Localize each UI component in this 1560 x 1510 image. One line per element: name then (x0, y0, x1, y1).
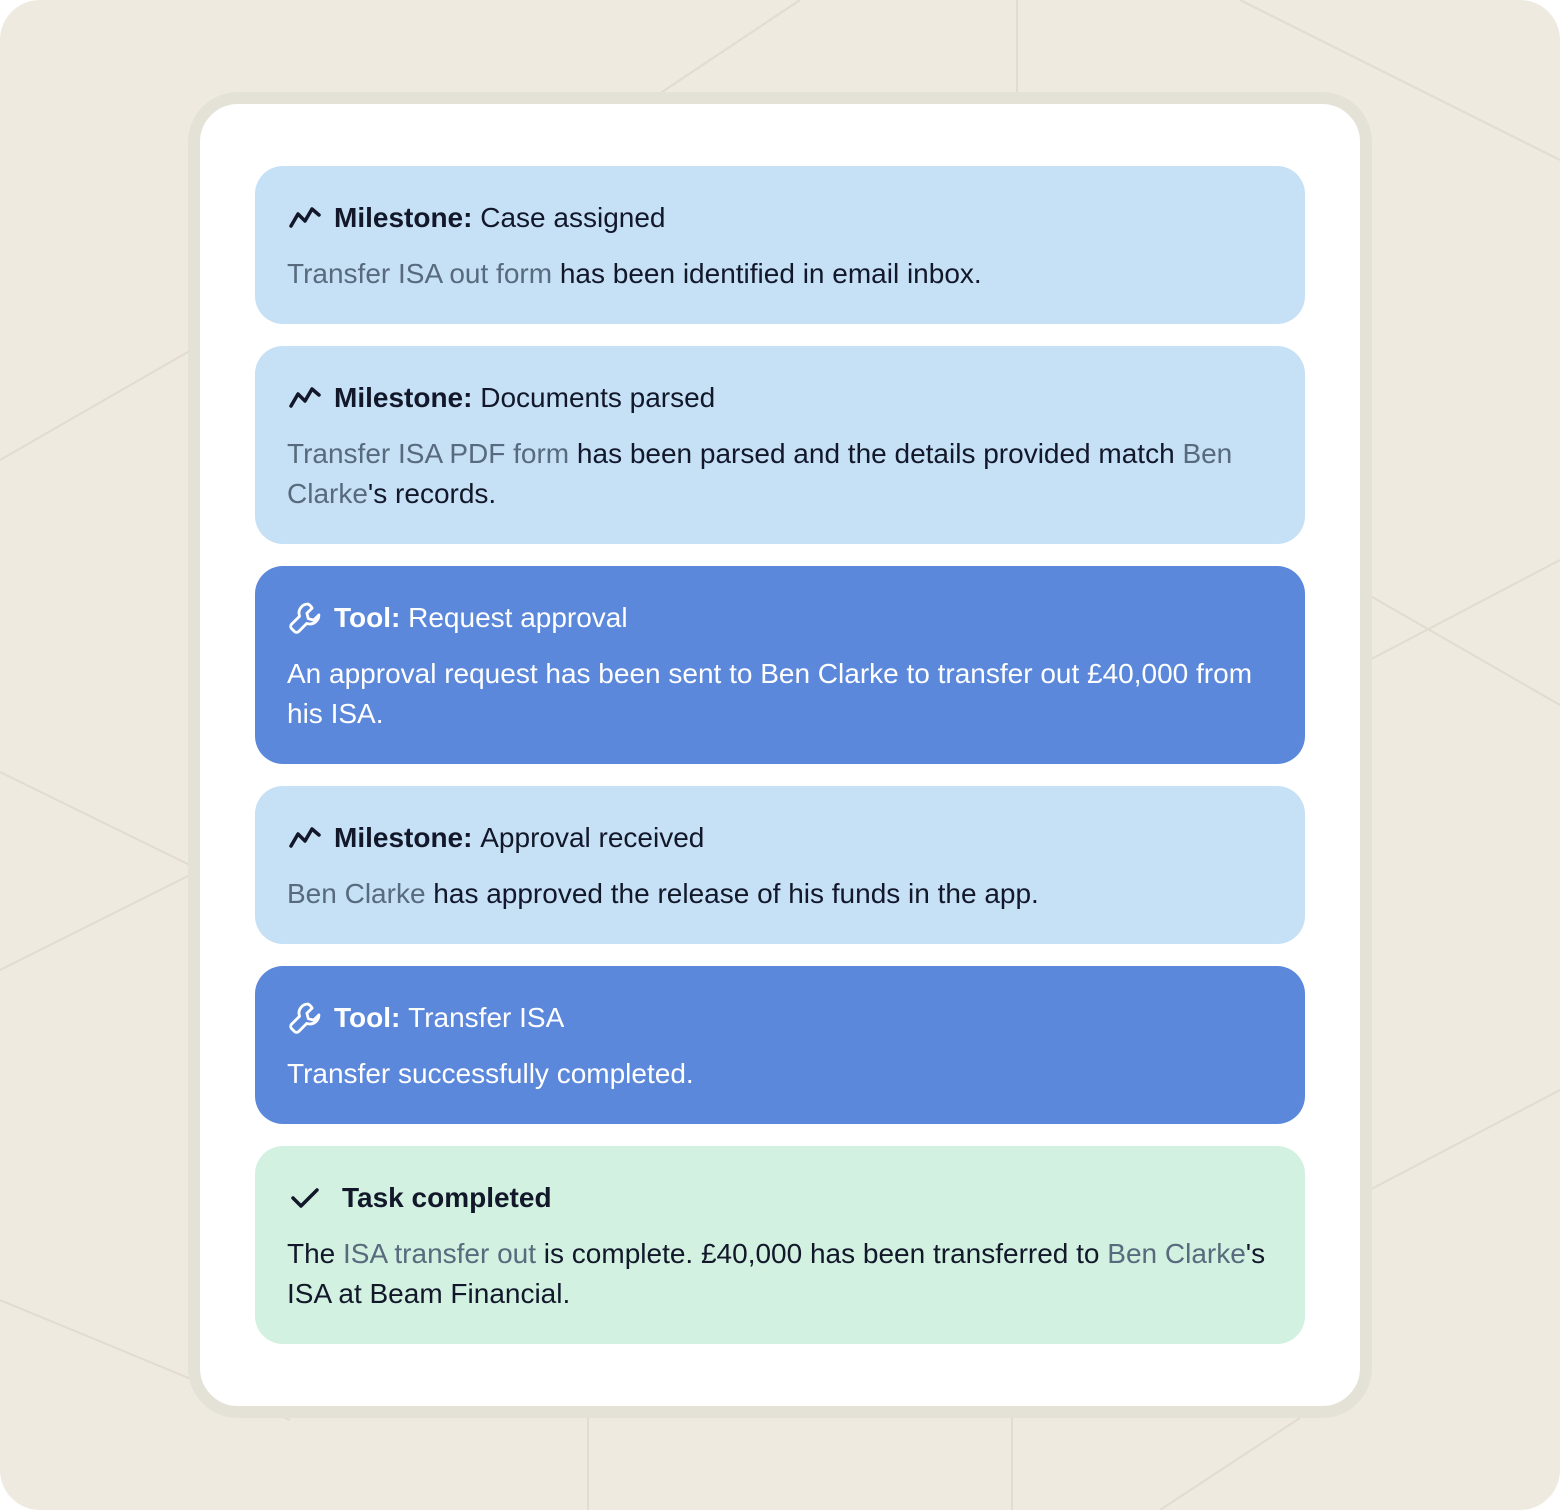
card-body (287, 434, 1273, 514)
card-title: Case assigned (480, 202, 666, 233)
tool-card-transfer-isa (255, 966, 1305, 1124)
card-body-text: The (287, 1238, 344, 1269)
card-kind-label: Milestone: (334, 822, 473, 853)
card-body-text: 's ISA at Beam Financial. (287, 1238, 1266, 1309)
card-kind-label: Milestone: (334, 202, 473, 233)
card-header (287, 200, 1273, 236)
trend-icon (287, 200, 323, 236)
card-body-text: has been parsed and the details provided match (569, 438, 1183, 469)
card-header (287, 820, 1273, 856)
milestone-card-documents-parsed (255, 346, 1305, 544)
card-header (287, 600, 1273, 636)
customer-name: Ben Clarke (1107, 1238, 1246, 1269)
milestone-card-case-assigned (255, 166, 1305, 324)
card-body-text: has approved the release of his funds in the app. (425, 878, 1039, 909)
card-title: Request approval (408, 602, 628, 633)
card-kind-label: Tool: (334, 602, 401, 633)
card-body (287, 1234, 1273, 1314)
wrench-icon (287, 600, 323, 636)
card-title: Documents parsed (480, 382, 716, 413)
customer-name: Ben Clarke (287, 438, 1233, 509)
card-body: An approval request has been sent to Ben Clarke to transfer out £40,000 from his ISA. (287, 658, 1253, 729)
card-header (287, 380, 1273, 416)
card-header (287, 1180, 1273, 1216)
task-link: ISA transfer out (343, 1238, 537, 1269)
card-body-text: has been identified in email inbox. (552, 258, 982, 289)
task-completed-card (255, 1146, 1305, 1344)
tool-card-request-approval (255, 566, 1305, 764)
card-header (287, 1000, 1273, 1036)
customer-name: Ben Clarke (287, 878, 426, 909)
wrench-icon (287, 1000, 323, 1036)
card-body-text: is complete. £40,000 has been transferred to (536, 1238, 1108, 1269)
card-body (287, 874, 1273, 914)
milestone-card-approval-received (255, 786, 1305, 944)
checkmark-icon (287, 1180, 323, 1216)
trend-icon (287, 380, 323, 416)
trend-icon (287, 820, 323, 856)
card-body (287, 254, 1273, 294)
card-kind-label: Tool: (334, 1002, 401, 1033)
card-body: Transfer successfully completed. (287, 1058, 694, 1089)
card-title: Approval received (480, 822, 705, 853)
document-link: Transfer ISA PDF form (287, 438, 570, 469)
card-title: Transfer ISA (408, 1002, 565, 1033)
document-link: Transfer ISA out form (287, 258, 553, 289)
card-kind-label: Milestone: (334, 382, 473, 413)
card-kind-label: Task completed (342, 1182, 552, 1213)
card-body-text: 's records. (367, 478, 497, 509)
